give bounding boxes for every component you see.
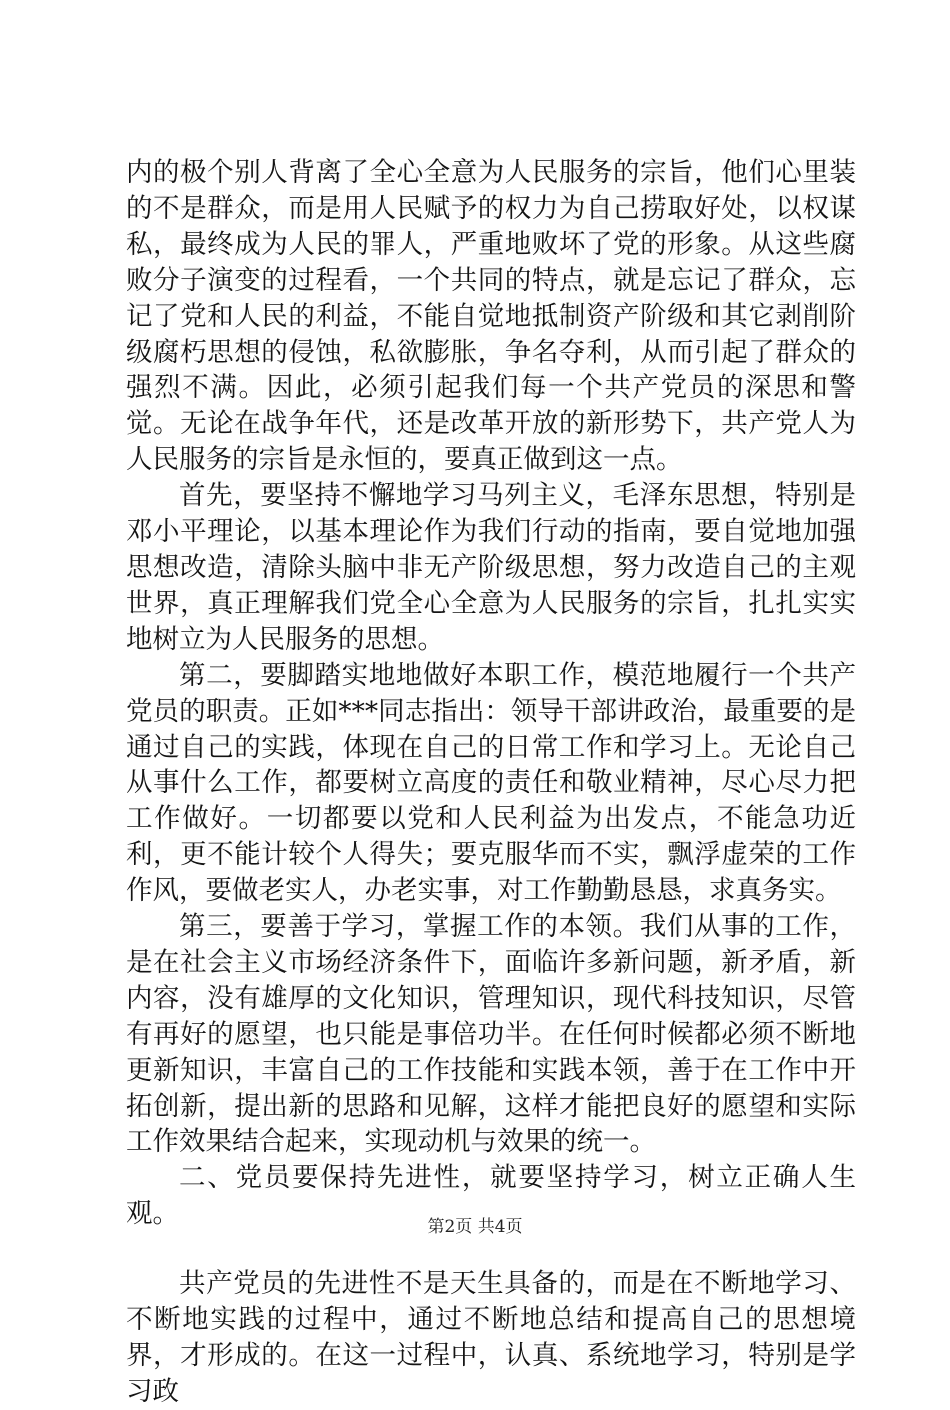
paragraph-spacer <box>126 1232 856 1266</box>
paragraph-second-point: 第二，要脚踏实地地做好本职工作，模范地履行一个共产党员的职责。正如***同志指出：领导干部讲政治，最重要的是通过自己的实践，体现在自己的日常工作和学习上。无论自己从事什么工作，都要树立高度的责任和敬业精神，尽心尽力把工作做好。一切都要以党和人民利益为出发点，不能急功近利，更不能计较个人得失；要克服华而不实，飘浮虚荣的工作作风，要做老实人，办老实事，对工作勤勤恳恳，求真务实。 <box>126 659 856 907</box>
paragraph-first-point: 首先，要坚持不懈地学习马列主义，毛泽东思想，特别是邓小平理论，以基本理论作为我们行动的指南，要自觉地加强思想改造，清除头脑中非无产阶级思想，努力改造自己的主观世界，真正理解我们党全心全意为人民服务的宗旨，扎扎实实地树立为人民服务的思想。 <box>126 480 856 655</box>
section-heading: 二、党员要保持先进性，就要坚持学习，树立正确人生观。 <box>126 1162 856 1230</box>
paragraph-third-point: 第三，要善于学习，掌握工作的本领。我们从事的工作，是在社会主义市场经济条件下，面临许多新问题，新矛盾，新内容，没有雄厚的文化知识，管理知识，现代科技知识，尽管有再好的愿望，也只能是事倍功半。在任何时候都必须不断地更新知识，丰富自己的工作技能和实践本领，善于在工作中开拓创新，提出新的思路和见解，这样才能把良好的愿望和实际工作效果结合起来，实现动机与效果的统一。 <box>126 911 856 1158</box>
paragraph-section-intro: 共产党员的先进性不是天生具备的，而是在不断地学习、不断地实践的过程中，通过不断地总结和提高自己的思想境界，才形成的。在这一过程中，认真、系统地学习，特别是学习政 <box>126 1268 856 1407</box>
paragraph-continuation: 内的极个别人背离了全心全意为人民服务的宗旨，他们心里装的不是群众，而是用人民赋予的权力为自己捞取好处，以权谋私，最终成为人民的罪人，严重地败坏了党的形象。从这些腐败分子演变的过程看，一个共同的特点，就是忘记了群众，忘记了党和人民的利益，不能自觉地抵制资产阶级和其它剥削阶级腐朽思想的侵蚀，私欲膨胀，争名夺利，从而引起了群众的强烈不满。因此，必须引起我们每一个共产党员的深思和警觉。无论在战争年代，还是改革开放的新形势下，共产党人为人民服务的宗旨是永恒的，要真正做到这一点。 <box>126 157 856 476</box>
page-footer: 第2页 共4页 <box>427 1217 523 1237</box>
